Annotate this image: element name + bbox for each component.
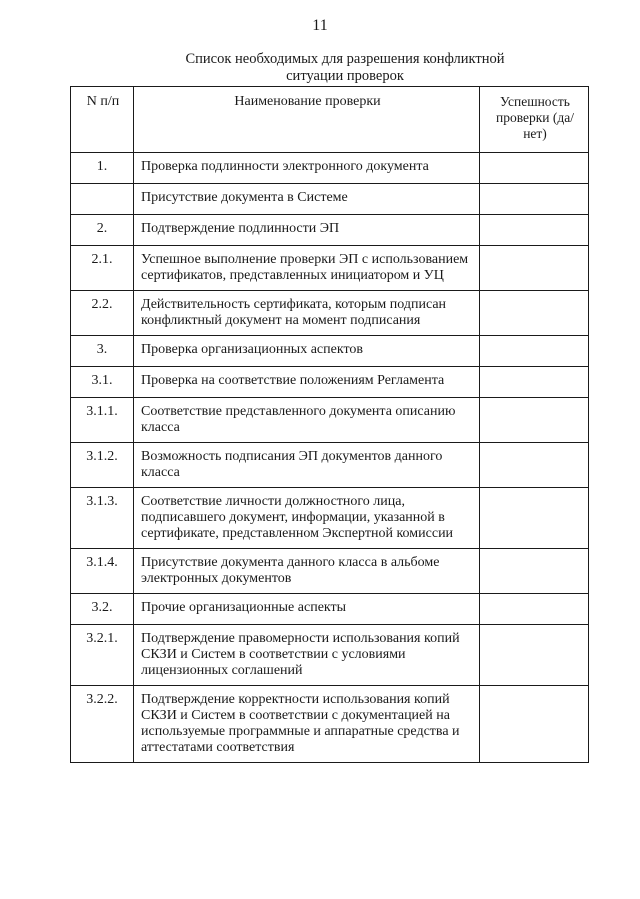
table-row bbox=[71, 246, 589, 291]
row-result-cell bbox=[480, 594, 589, 625]
title-line-2: ситуации проверок bbox=[286, 68, 404, 84]
row-number: 2.1. bbox=[71, 246, 134, 291]
row-number: 1. bbox=[71, 153, 134, 184]
row-check-name: Присутствие документа данного класса в альбоме электронных документов bbox=[134, 549, 480, 594]
table-row bbox=[71, 291, 589, 336]
table-row bbox=[71, 336, 589, 367]
row-result-cell bbox=[480, 488, 589, 549]
row-result-cell bbox=[480, 549, 589, 594]
table-row bbox=[71, 184, 589, 215]
table-header-row bbox=[71, 87, 589, 153]
row-number: 3.1.4. bbox=[71, 549, 134, 594]
table-row bbox=[71, 488, 589, 549]
row-check-name: Соответствие личности должностного лица, подписавшего документ, информации, указанной в сертификате, представленном Экспертной комиссии bbox=[134, 488, 480, 549]
row-number: 3.2. bbox=[71, 594, 134, 625]
table-row bbox=[71, 215, 589, 246]
table-row bbox=[71, 549, 589, 594]
row-check-name: Подтверждение подлинности ЭП bbox=[134, 215, 480, 246]
table-row bbox=[71, 398, 589, 443]
row-result-cell bbox=[480, 246, 589, 291]
table-row bbox=[71, 443, 589, 488]
document-title bbox=[130, 51, 560, 85]
row-result-cell bbox=[480, 184, 589, 215]
header-check-name: Наименование проверки bbox=[134, 87, 480, 153]
row-number: 3.1.2. bbox=[71, 443, 134, 488]
row-number bbox=[71, 184, 134, 215]
row-number: 2. bbox=[71, 215, 134, 246]
row-check-name: Проверка подлинности электронного документа bbox=[134, 153, 480, 184]
row-check-name: Проверка на соответствие положениям Регламента bbox=[134, 367, 480, 398]
row-check-name: Присутствие документа в Системе bbox=[134, 184, 480, 215]
row-number: 3.2.2. bbox=[71, 686, 134, 763]
row-result-cell bbox=[480, 153, 589, 184]
row-number: 3.1. bbox=[71, 367, 134, 398]
row-number: 2.2. bbox=[71, 291, 134, 336]
row-check-name: Соответствие представленного документа описанию класса bbox=[134, 398, 480, 443]
row-number: 3. bbox=[71, 336, 134, 367]
row-result-cell bbox=[480, 686, 589, 763]
row-result-cell bbox=[480, 398, 589, 443]
row-result-cell bbox=[480, 336, 589, 367]
row-check-name: Проверка организационных аспектов bbox=[134, 336, 480, 367]
table-row bbox=[71, 153, 589, 184]
row-result-cell bbox=[480, 625, 589, 686]
title-line-1: Список необходимых для разрешения конфликтной bbox=[185, 51, 505, 67]
row-number: 3.1.3. bbox=[71, 488, 134, 549]
row-result-cell bbox=[480, 367, 589, 398]
row-check-name: Подтверждение корректности использования копий СКЗИ и Систем в соответствии с документацией на используемые программные и аппаратные средства и аттестатами соответствия bbox=[134, 686, 480, 763]
row-result-cell bbox=[480, 215, 589, 246]
table-row bbox=[71, 367, 589, 398]
header-result: Успешность проверки (да/нет) bbox=[480, 87, 589, 153]
row-number: 3.1.1. bbox=[71, 398, 134, 443]
table-row bbox=[71, 625, 589, 686]
table-row bbox=[71, 686, 589, 763]
row-number: 3.2.1. bbox=[71, 625, 134, 686]
row-result-cell bbox=[480, 443, 589, 488]
header-number: N п/п bbox=[71, 87, 134, 153]
row-check-name: Прочие организационные аспекты bbox=[134, 594, 480, 625]
row-check-name: Действительность сертификата, которым подписан конфликтный документ на момент подписания bbox=[134, 291, 480, 336]
row-check-name: Возможность подписания ЭП документов данного класса bbox=[134, 443, 480, 488]
row-check-name: Подтверждение правомерности использования копий СКЗИ и Систем в соответствии с условиями лицензионных соглашений bbox=[134, 625, 480, 686]
checks-table bbox=[70, 86, 589, 763]
row-result-cell bbox=[480, 291, 589, 336]
table-row bbox=[71, 594, 589, 625]
page-number: 11 bbox=[312, 17, 328, 34]
row-check-name: Успешное выполнение проверки ЭП с использованием сертификатов, представленных инициатором и УЦ bbox=[134, 246, 480, 291]
